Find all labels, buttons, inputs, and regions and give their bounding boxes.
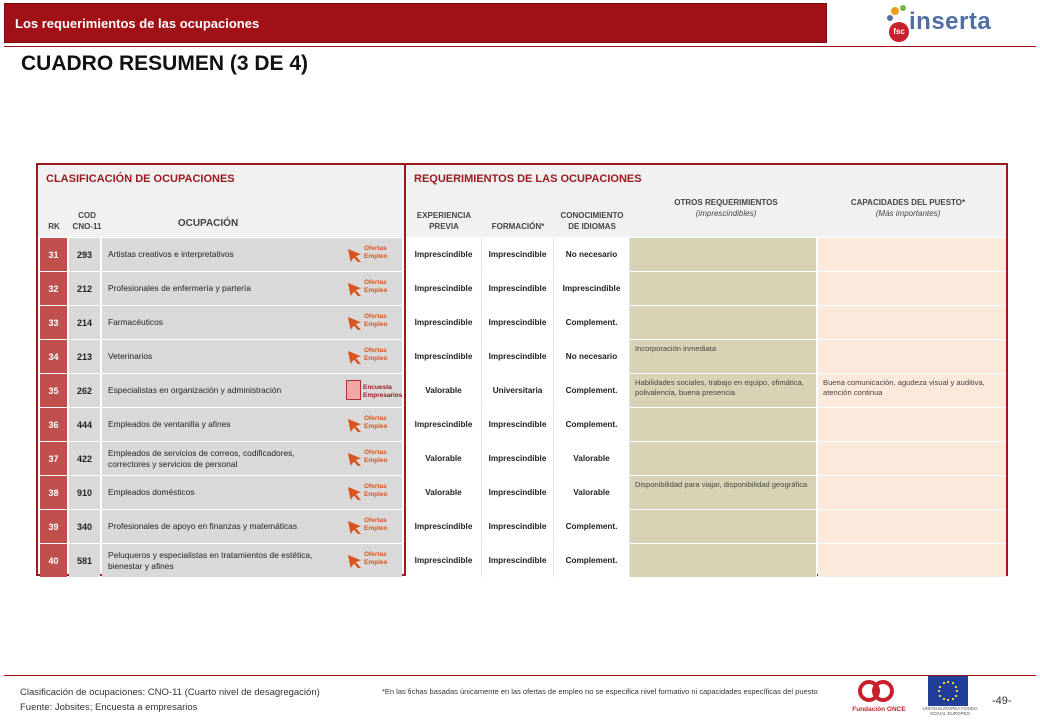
summary-table [36, 163, 1008, 576]
col-header-rk: RK [48, 222, 60, 231]
otros-requerimientos-cell [630, 340, 817, 373]
formacion-cell [482, 476, 554, 509]
table-row [38, 340, 1006, 373]
footer-source [20, 685, 320, 715]
fundacion-once-logo [848, 678, 910, 718]
idiomas-cell [554, 442, 630, 475]
page-title: CUADRO RESUMEN (3 DE 4) [21, 52, 309, 75]
ofertas-empleo-badge [346, 514, 398, 539]
otros-requerimientos-cell [630, 442, 817, 475]
idiomas-cell [554, 476, 630, 509]
experiencia-value: Imprescindible [414, 250, 473, 259]
col-header-otros-sub: (imprescindibles) [695, 209, 757, 218]
table-row [38, 510, 1006, 543]
experiencia-cell [406, 544, 482, 577]
occupation-cell [102, 442, 402, 475]
fsc-logo-badge: fsc [889, 22, 909, 42]
eu-star-icon [956, 690, 958, 692]
ofertas-empleo-badge [346, 276, 398, 301]
cursor-icon [348, 521, 361, 534]
formacion-cell [482, 306, 554, 339]
experiencia-cell [406, 238, 482, 271]
otros-value: Disponibilidad para viajar, disponibilidad geográfica [635, 480, 808, 489]
eu-logo-text: UNIÓN EUROPEA FONDO SOCIAL EUROPEO [922, 706, 978, 716]
cod-cell [69, 374, 100, 407]
capacidades-cell [818, 272, 1006, 305]
experiencia-cell [406, 408, 482, 441]
formacion-value: Imprescindible [488, 250, 547, 259]
occupation-name: Empleados de servicios de correos, codificadores, correctores y servicios de personal [108, 447, 295, 469]
table-row [38, 238, 1006, 271]
formacion-cell [482, 442, 554, 475]
cod-value: 581 [76, 555, 93, 566]
idiomas-cell [554, 306, 630, 339]
cursor-icon [348, 317, 361, 330]
idiomas-value: No necesario [565, 250, 618, 259]
encuesta-empresarios-badge [346, 378, 403, 403]
experiencia-cell [406, 442, 482, 475]
rk-value: 37 [48, 453, 59, 464]
occupation-cell [102, 408, 402, 441]
cod-cell [69, 306, 100, 339]
experiencia-value: Imprescindible [414, 556, 473, 565]
occupation-cell [102, 340, 402, 373]
capacidades-cell [818, 442, 1006, 475]
rk-cell [40, 340, 67, 373]
section-title-classification: CLASIFICACIÓN DE OCUPACIONES [46, 173, 235, 185]
experiencia-value: Imprescindible [414, 352, 473, 361]
formacion-cell [482, 238, 554, 271]
rk-value: 34 [48, 351, 59, 362]
fundacion-once-logo-text: Fundación ONCE [852, 706, 906, 713]
cod-value: 422 [76, 453, 93, 464]
cod-value: 444 [76, 419, 93, 430]
idiomas-value: Complement. [565, 522, 618, 531]
rk-cell [40, 238, 67, 271]
occupation-name: Farmacéuticos [108, 317, 163, 327]
table-row [38, 374, 1006, 407]
cod-cell [69, 408, 100, 441]
rk-cell [40, 544, 67, 577]
occupation-name: Peluqueros y especialistas en tratamientos de estética, bienestar y afines [108, 549, 313, 571]
idiomas-cell [554, 408, 630, 441]
rk-value: 40 [48, 555, 59, 566]
rk-value: 33 [48, 317, 59, 328]
formacion-value: Imprescindible [488, 488, 547, 497]
col-header-experiencia: EXPERIENCIA PREVIA [416, 211, 472, 231]
eu-star-icon [939, 686, 941, 688]
experiencia-value: Valorable [425, 454, 462, 463]
formacion-cell [482, 510, 554, 543]
ofertas-empleo-badge [346, 480, 398, 505]
table-row [38, 442, 1006, 475]
page-number: -49- [992, 695, 1012, 707]
experiencia-value: Imprescindible [414, 522, 473, 531]
eu-star-icon [943, 698, 945, 700]
cursor-icon [348, 555, 361, 568]
formacion-value: Imprescindible [488, 556, 547, 565]
footer-classification: Clasificación de ocupaciones: CNO-11 (Cuarto nivel de desagregación) [20, 687, 320, 698]
capacidades-cell [818, 408, 1006, 441]
cod-value: 262 [76, 385, 93, 396]
otros-requerimientos-cell [630, 408, 817, 441]
eu-star-icon [955, 686, 957, 688]
occupation-cell [102, 306, 402, 339]
rk-value: 32 [48, 283, 59, 294]
formacion-cell [482, 340, 554, 373]
col-header-otros-title: OTROS REQUERIMIENTOS [674, 198, 778, 207]
footer-fuente: Fuente: Jobsites; Encuesta a empresarios [20, 702, 198, 713]
header-title: Los requerimientos de las ocupaciones [15, 16, 260, 31]
rk-value: 39 [48, 521, 59, 532]
ofertas-empleo-badge [346, 344, 398, 369]
eu-star-icon [952, 698, 954, 700]
capacidades-cell [818, 476, 1006, 509]
formacion-cell [482, 544, 554, 577]
footer-note: *En las fichas basadas únicamente en las ofertas de empleo no se especifica nivel formativo ni capacidades específicas del puesto [382, 687, 818, 696]
rk-cell [40, 510, 67, 543]
idiomas-cell [554, 238, 630, 271]
formacion-cell [482, 272, 554, 305]
experiencia-value: Imprescindible [414, 420, 473, 429]
idiomas-cell [554, 544, 630, 577]
occupation-name: Veterinarios [108, 351, 153, 361]
occupation-cell [102, 374, 402, 407]
cod-cell [69, 272, 100, 305]
eu-star-icon [955, 695, 957, 697]
experiencia-cell [406, 272, 482, 305]
occupation-cell [102, 238, 402, 271]
source-badge-label: Ofertas Empleo [364, 517, 388, 532]
source-badge-label: Ofertas Empleo [364, 449, 388, 464]
capacidades-cell [818, 238, 1006, 271]
cod-value: 212 [76, 283, 93, 294]
idiomas-cell [554, 340, 630, 373]
rk-value: 31 [48, 249, 59, 260]
capacidades-cell [818, 510, 1006, 543]
otros-requerimientos-cell [630, 510, 817, 543]
source-badge-label: Ofertas Empleo [364, 483, 388, 498]
otros-requerimientos-cell [630, 238, 817, 271]
rk-cell [40, 306, 67, 339]
occupation-name: Empleados domésticos [108, 487, 195, 497]
formacion-cell [482, 408, 554, 441]
col-header-ocupacion: OCUPACIÓN [177, 218, 239, 229]
otros-requerimientos-cell [630, 374, 817, 407]
idiomas-cell [554, 272, 630, 305]
occupation-cell [102, 272, 402, 305]
source-badge-label: Ofertas Empleo [364, 551, 388, 566]
experiencia-value: Imprescindible [414, 284, 473, 293]
source-badge-label: Ofertas Empleo [364, 313, 388, 328]
idiomas-value: Imprescindible [562, 284, 621, 293]
idiomas-value: Valorable [573, 454, 610, 463]
formacion-value: Universitaria [492, 386, 543, 395]
rk-value: 38 [48, 487, 59, 498]
idiomas-value: Complement. [565, 556, 618, 565]
cod-cell [69, 544, 100, 577]
cod-cell [69, 442, 100, 475]
formacion-value: Imprescindible [488, 522, 547, 531]
rk-cell [40, 442, 67, 475]
otros-value: Habilidades sociales, trabajo en equipo, ofimática, polivalencia, buena presencia [635, 378, 804, 397]
cod-cell [69, 238, 100, 271]
ofertas-empleo-badge [346, 412, 398, 437]
occupation-cell [102, 544, 402, 577]
experiencia-value: Valorable [425, 488, 462, 497]
capacidades-cell [818, 544, 1006, 577]
cursor-icon [348, 453, 361, 466]
cod-value: 293 [76, 249, 93, 260]
experiencia-value: Imprescindible [414, 318, 473, 327]
idiomas-cell [554, 374, 630, 407]
inserta-logo [887, 5, 992, 45]
table-row [38, 272, 1006, 305]
source-badge-label: Ofertas Empleo [364, 415, 388, 430]
idiomas-cell [554, 510, 630, 543]
ofertas-empleo-badge [346, 310, 398, 335]
ofertas-empleo-badge [346, 242, 398, 267]
idiomas-value: Complement. [565, 318, 618, 327]
rk-cell [40, 408, 67, 441]
col-header-capacidades [848, 197, 968, 219]
table-row [38, 306, 1006, 339]
rk-cell [40, 476, 67, 509]
occupation-name: Artistas creativos e interpretativos [108, 249, 234, 259]
experiencia-cell [406, 306, 482, 339]
cod-cell [69, 476, 100, 509]
idiomas-value: Complement. [565, 420, 618, 429]
occupation-cell [102, 476, 402, 509]
table-row [38, 544, 1006, 577]
col-header-capacidades-title: CAPACIDADES DEL PUESTO* [850, 198, 966, 207]
eu-star-icon [939, 695, 941, 697]
formacion-cell [482, 374, 554, 407]
otros-requerimientos-cell [630, 544, 817, 577]
rk-cell [40, 374, 67, 407]
occupation-name: Especialistas en organización y administración [108, 385, 282, 395]
capacidades-cell [818, 374, 1006, 407]
occupation-cell [102, 510, 402, 543]
formacion-value: Imprescindible [488, 352, 547, 361]
capacidades-cell [818, 306, 1006, 339]
cursor-icon [348, 419, 361, 432]
eu-flag-logo [928, 676, 968, 706]
capacidades-value: Buena comunicación, agudeza visual y auditiva, atención continua [823, 378, 985, 397]
idiomas-value: No necesario [565, 352, 618, 361]
experiencia-cell [406, 374, 482, 407]
source-badge-label: Ofertas Empleo [364, 245, 388, 260]
formacion-value: Imprescindible [488, 318, 547, 327]
eu-star-icon [938, 690, 940, 692]
inserta-logo-text: inserta [909, 8, 992, 35]
cod-cell [69, 340, 100, 373]
otros-requerimientos-cell [630, 272, 817, 305]
ofertas-empleo-badge [346, 548, 398, 573]
cod-value: 213 [76, 351, 93, 362]
occupation-name: Profesionales de enfermería y partería [108, 283, 251, 293]
occupation-name: Profesionales de apoyo en finanzas y matemáticas [108, 521, 298, 531]
capacidades-cell [818, 340, 1006, 373]
col-header-capacidades-sub: (Más importantes) [875, 209, 941, 218]
idiomas-value: Valorable [573, 488, 610, 497]
occupation-name: Empleados de ventanilla y afines [108, 419, 231, 429]
header-bar [4, 3, 827, 43]
cod-value: 910 [76, 487, 93, 498]
experiencia-value: Valorable [425, 386, 462, 395]
col-header-formacion: FORMACIÓN* [491, 222, 545, 231]
rk-value: 36 [48, 419, 59, 430]
eu-star-icon [943, 682, 945, 684]
cod-cell [69, 510, 100, 543]
cod-value: 340 [76, 521, 93, 532]
table-row [38, 476, 1006, 509]
header-divider [4, 46, 1036, 47]
source-badge-label: Encuesta Empresarios [363, 384, 403, 399]
ofertas-empleo-badge [346, 446, 398, 471]
source-badge-label: Ofertas Empleo [364, 347, 388, 362]
cursor-icon [348, 487, 361, 500]
cod-value: 214 [76, 317, 93, 328]
cursor-icon [348, 351, 361, 364]
eu-star-icon [947, 699, 949, 701]
col-header-otros [666, 197, 786, 219]
formacion-value: Imprescindible [488, 454, 547, 463]
experiencia-cell [406, 476, 482, 509]
section-title-requirements: REQUERIMIENTOS DE LAS OCUPACIONES [414, 173, 642, 185]
otros-requerimientos-cell [630, 476, 817, 509]
otros-value: Incorporación inmediata [635, 344, 717, 353]
eu-star-icon [947, 681, 949, 683]
formacion-value: Imprescindible [488, 284, 547, 293]
col-header-cod: COD CNO-11 [72, 211, 102, 231]
rk-value: 35 [48, 385, 59, 396]
otros-requerimientos-cell [630, 306, 817, 339]
rk-cell [40, 272, 67, 305]
col-header-idiomas: CONOCIMIENTO DE IDIOMAS [560, 211, 624, 231]
source-badge-label: Ofertas Empleo [364, 279, 388, 294]
cursor-icon [348, 249, 361, 262]
footer-divider [4, 675, 1036, 676]
eu-star-icon [952, 682, 954, 684]
experiencia-cell [406, 510, 482, 543]
formacion-value: Imprescindible [488, 420, 547, 429]
cursor-icon [348, 283, 361, 296]
experiencia-cell [406, 340, 482, 373]
table-row [38, 408, 1006, 441]
idiomas-value: Complement. [565, 386, 618, 395]
document-icon [346, 380, 361, 400]
